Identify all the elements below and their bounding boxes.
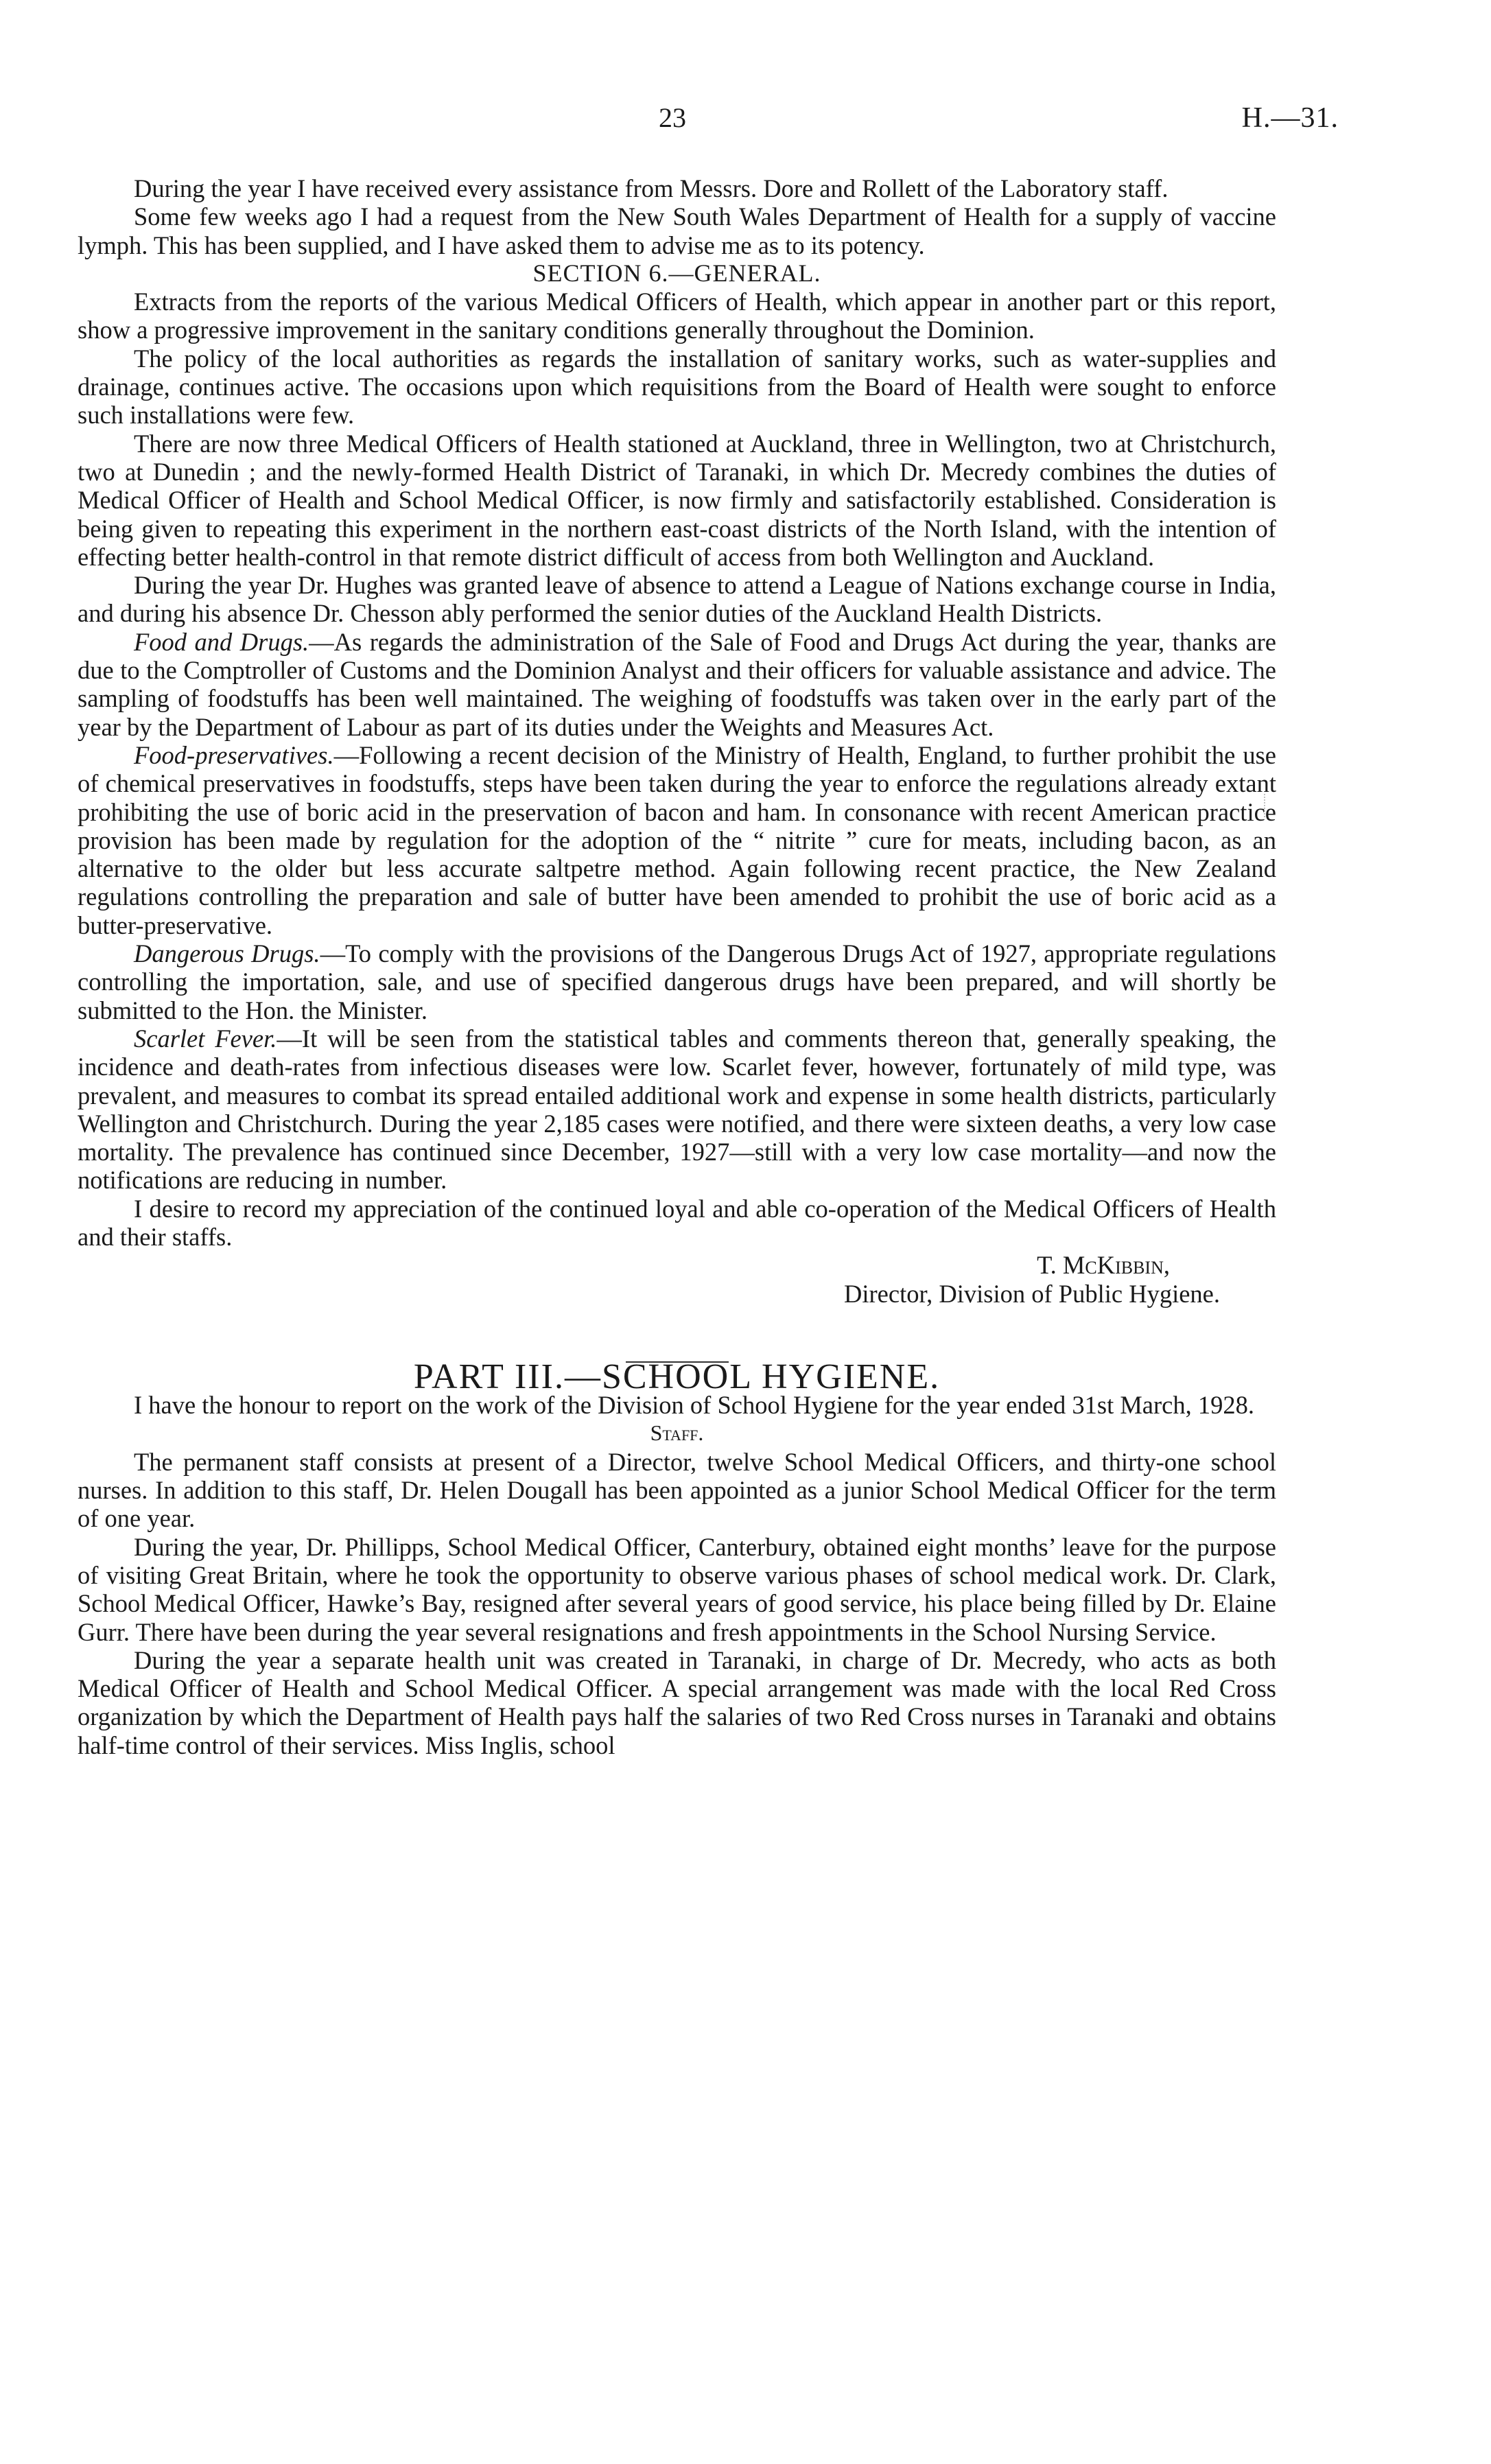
section-heading: SECTION 6.—GENERAL. [532, 259, 821, 287]
document-body [78, 174, 1276, 1759]
paragraph-dangerous-drugs [78, 939, 1276, 1024]
paragraph-laboratory-staff: During the year I have received every assistance from Messrs. Dore and Rollett of the Laboratory staff. [134, 174, 1169, 202]
paragraph-text: —Following a recent decision of the Ministry of Health, England, to further prohibit the use of chemical preservatives in foodstuffs, steps have been taken during the year to enforce the regulations already extant prohibiting the use of boric acid in the preservation of bacon and ham. In consonance with recent American practice provision has been made by regulation for the adoption of the “ nitrite ” cure for meats, including bacon, as an alternative to the older but less accurate saltpetre method. Again following recent practice, the New Zealand regulations controlling the preparation and sale of butter have been amended to prohibit the use of boric acid as a butter-preservative. [78, 740, 1276, 939]
run-in-heading: Food-preservatives. [134, 740, 334, 769]
paragraph-medical-officers: There are now three Medical Officers of Health stationed at Auckland, three in Wellington, two at Christchurch, two at Dunedin ; and the newly-formed Health District of Taranaki, in which Dr. Mecredy combines the duties of Medical Officer of Health and School Medical Officer, is now firmly and satisfactorily established. Consideration is being given to repeating this experiment in the northern east-coast districts of the North Island, with the intention of effecting better health-control in that remote district difficult of access from both Wellington and Auckland. [78, 429, 1276, 571]
paragraph-food-preservatives [78, 741, 1276, 939]
run-in-heading: Food and Drugs. [134, 627, 309, 656]
page-number: 23 [659, 102, 686, 133]
document-reference: H.—31. [1241, 102, 1339, 134]
paragraph-vaccine-lymph: Some few weeks ago I had a request from the New South Wales Department of Health for a supply of vaccine lymph. This has been supplied, and I have asked them to advise me as to its potency. [78, 202, 1276, 259]
staff-heading: Staff. [650, 1420, 704, 1446]
run-in-heading: Dangerous Drugs. [134, 939, 320, 968]
paragraph-text: —As regards the administration of the Sale of Food and Drugs Act during the year, thanks are due to the Comptroller of Customs and the Dominion Analyst and their officers for valuable assistance and advice. The sampling of foodstuffs has been well maintained. The weighing of foodstuffs was taken over in the early part of the year by the Department of Labour as part of its duties under the Weights and Measures Act. [78, 627, 1276, 741]
paragraph-text: —It will be seen from the statistical tables and comments thereon that, generally speaking, the incidence and death-rates from infectious diseases were low. Scarlet fever, however, fortunately of mild type, was prevalent, and measures to combat its spread entailed additional work and expense in some health districts, particularly Wellington and Christchurch. During the year 2,185 cases were notified, and there were sixteen deaths, a very low case mortality. The prevalence has continued since December, 1927—still with a very low case mortality—and now the notifications are reducing in number. [78, 1024, 1276, 1195]
paragraph-text: —To comply with the provisions of the Dangerous Drugs Act of 1927, appropriate regulations controlling the importation, sale, and use of specified dangerous drugs have been prepared, and will shortly be submitted to the Hon. the Minister. [78, 939, 1276, 1024]
part-heading: PART III.—SCHOOL HYGIENE. [413, 1357, 941, 1396]
paragraph-staff-changes: During the year, Dr. Phillipps, School Medical Officer, Canterbury, obtained eight months’ leave for the purpose of visiting Great Britain, where he took the opportunity to observe various phases of school medical work. Dr. Clark, School Medical Officer, Hawke’s Bay, resigned after several years of good service, his place being filled by Dr. Elaine Gurr. There have been during the year several resignations and fresh appointments in the School Nursing Service. [78, 1532, 1276, 1646]
paragraph-extracts: Extracts from the reports of the various Medical Officers of Health, which appear in another part or this report, show a progressive improvement in the sanitary conditions generally throughout the Dominion. [78, 288, 1276, 344]
paragraph-report-intro: I have the honour to report on the work of the Division of School Hygiene for the year ended 31st March, 1928. [134, 1391, 1254, 1420]
paragraph-leave: During the year Dr. Hughes was granted leave of absence to attend a League of Nations exchange course in India, and during his absence Dr. Chesson ably performed the senior duties of the Auckland Health Districts. [78, 571, 1276, 628]
paragraph-food-and-drugs [78, 628, 1276, 741]
signatory-title: Director, Division of Public Hygiene. [844, 1279, 1220, 1308]
signatory-name: T. McKibbin, [1037, 1251, 1170, 1280]
signature-block [78, 1251, 1276, 1308]
page-header [0, 102, 1491, 143]
run-in-heading: Scarlet Fever. [134, 1024, 277, 1053]
paragraph-permanent-staff: The permanent staff consists at present of a Director, twelve School Medical Officers, and thirty-one school nurses. In addition to this staff, Dr. Helen Dougall has been appointed as a junior School Medical Officer for the term of one year. [78, 1447, 1276, 1533]
paragraph-policy: The policy of the local authorities as regards the installation of sanitary works, such as water-supplies and drainage, continues active. The occasions upon which requisitions from the Board of Health were sought to enforce such installations were few. [78, 344, 1276, 430]
paragraph-appreciation: I desire to record my appreciation of the continued loyal and able co-operation of the Medical Officers of Health and their staffs. [78, 1194, 1276, 1251]
paragraph-scarlet-fever [78, 1024, 1276, 1195]
paragraph-taranaki-unit: During the year a separate health unit was created in Taranaki, in charge of Dr. Mecredy, who acts as both Medical Officer of Health and School Medical Officer. A special arrangement was made with the local Red Cross organization by which the Department of Health pays half the salaries of two Red Cross nurses in Taranaki and obtains half-time control of their services. Miss Inglis, school [78, 1645, 1276, 1759]
